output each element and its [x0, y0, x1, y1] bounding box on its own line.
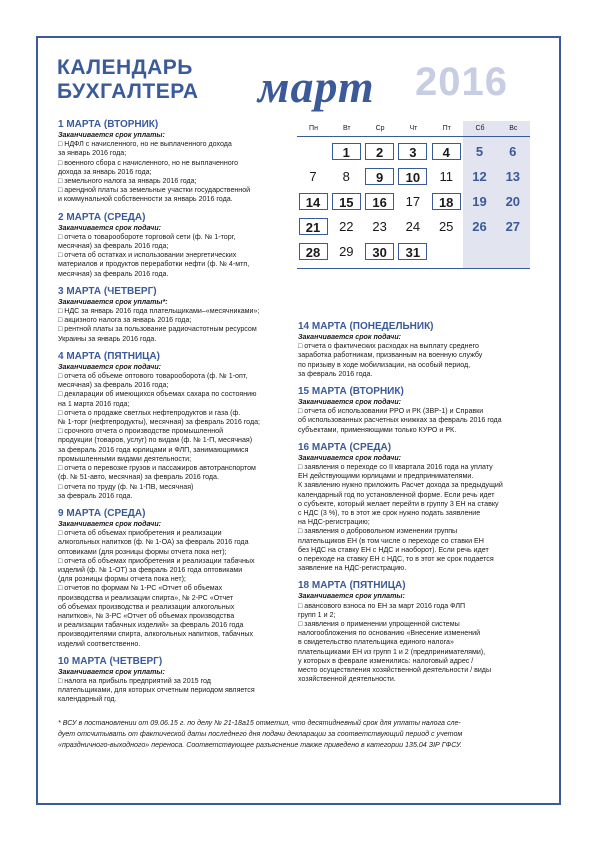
title-line-1: КАЛЕНДАРЬ [57, 56, 193, 79]
calendar-day: 19 [472, 194, 487, 209]
deadline-item-line: месячная) за февраль 2016 года; [58, 381, 169, 390]
deadline-section [298, 320, 530, 379]
calendar-day: 26 [472, 219, 487, 234]
deadline-item-line: □ налога на прибыль предприятий за 2015 год [58, 676, 211, 685]
calendar-day: 5 [475, 144, 484, 159]
deadline-item-line: о субъекте, который желает перейти в группу 3 ЕН на ставку [298, 499, 499, 508]
deadline-item-line: □ акцизного налога за январь 2016 года; [58, 316, 192, 325]
deadline-item-line: об объемах производства и реализации алкогольных [58, 602, 235, 611]
calendar-day-deadline: 16 [365, 193, 394, 210]
calendar-day: 11 [439, 169, 453, 184]
calendar-day: 6 [509, 144, 517, 159]
section-subtitle: Заканчивается срок уплаты: [58, 667, 165, 676]
calendar-day: 8 [342, 169, 350, 184]
footnote-line: «праздничного-выходного» переноса. Соответствующее разъяснение также приведено в категории 135.04 ЗІР ГФСУ. [58, 741, 462, 749]
calendar-day: 23 [372, 219, 387, 234]
deadline-item-line: □ отчета об объеме оптового товарооборота (ф. № 1-опт, [58, 372, 248, 381]
deadline-item-line: субъектами, применяющими только КУРО и РК. [298, 425, 457, 434]
calendar-day-deadline: 4 [432, 143, 461, 160]
calendar-day-deadline: 1 [332, 143, 361, 160]
left-column [58, 116, 286, 711]
deadline-item-line: изделий (ф. № 1-ОТ) за февраль 2016 года оптовиками [58, 565, 243, 574]
deadline-item-line: производства и реализации спирта», № 2-РС «Отчет [58, 593, 234, 602]
calendar-day-deadline: 31 [398, 243, 427, 260]
calendar-day: 20 [505, 194, 521, 209]
deadline-item-line: □ отчета об объемах приобретения и реализации [58, 529, 222, 538]
section-date-title: 3 МАРТА (ЧЕТВЕРГ) [58, 285, 157, 297]
calendar-day-deadline: 30 [365, 243, 394, 260]
deadline-item-line: календарный год по установленной форме. Если речь идет [298, 490, 495, 499]
deadline-item-line: продукции (товаров, услуг) по видам (ф. № 1-П, месячная) [58, 436, 253, 445]
deadline-item-line: место осуществления хозяйственной деятельности / виды [298, 666, 492, 675]
calendar-day-deadline: 10 [398, 168, 427, 185]
deadline-item-line: плательщиков ЕН (в том числе о переходе со ставки ЕН [298, 536, 484, 545]
deadline-item-line: по призыву в ходе мобилизации, на особый период, [298, 360, 471, 369]
deadline-item-line: □ отчетов по формам № 1-РС «Отчет об объемах [58, 584, 223, 593]
deadline-item-line: □ заявления о применении упрощенной системы [298, 620, 460, 629]
deadline-item-line: налогообложения по основанию «Внесение изменений [298, 629, 481, 638]
deadline-item-line: групп 1 и 2; [298, 610, 336, 619]
deadline-item-line: □ заявления о добровольном изменении группы [298, 527, 458, 536]
deadline-item-line: за февраль 2016 года юрлицами и ФЛП, занимающимися [58, 445, 249, 454]
deadline-item-line: напитков», № 3-РС «Отчет об объемах производства [58, 611, 235, 620]
section-date-title: 2 МАРТА (СРЕДА) [58, 211, 146, 223]
deadline-item-line: □ отчета об объемах приобретения и реализации табачных [58, 556, 255, 565]
deadline-item-line: материалов и продуктов переработки нефти (ф. № 4-мтп, [58, 260, 250, 269]
page-title [57, 56, 199, 104]
section-date-title: 1 МАРТА (ВТОРНИК) [58, 119, 159, 130]
deadline-item-line: алкогольных напитков (ф. № 1-ОА) за февраль 2016 года [58, 538, 249, 547]
weekday-header: Ср [375, 125, 385, 132]
section-subtitle: Заканчивается срок подачи: [58, 362, 162, 371]
section-date-title: 4 МАРТА (ПЯТНИЦА) [58, 350, 160, 362]
deadline-item-line: производителями спирта, алкогольных напитков, табачных [58, 630, 254, 639]
deadline-item-line: □ НДФЛ с начисленного, но не выплаченного дохода [58, 140, 232, 149]
deadline-section [58, 285, 286, 344]
calendar-day: 25 [438, 219, 454, 234]
section-subtitle: Заканчивается срок подачи: [298, 333, 402, 341]
deadline-item-line: о переходе на ставку ЕН с НДС, то в этот же срок подается [298, 555, 494, 564]
deadline-item-line: □ рентной платы за пользование радиочастотным ресурсом [58, 325, 257, 334]
deadline-item-line: в свидетельство плательщика единого налога» [298, 638, 454, 647]
deadline-item-line: промышленными видами деятельности; [58, 454, 192, 463]
deadline-item-line: ЕН действующими юрлицами и предпринимателями. [298, 472, 474, 481]
calendar-day: 13 [505, 169, 521, 184]
deadline-item-line: □ авансового взноса по ЕН за март 2016 года ФЛП [298, 601, 466, 610]
deadline-item-line: об использованных расчетных книжках за февраль 2016 года [298, 416, 502, 425]
calendar-day-deadline: 21 [299, 218, 328, 235]
calendar-day: 12 [472, 169, 487, 184]
calendar-day: 17 [405, 194, 421, 209]
deadline-item-line: заявление на НДС-регистрацию. [298, 564, 407, 573]
deadline-item-line: за февраль 2016 года. [298, 369, 373, 378]
month-name: март [258, 61, 375, 112]
deadline-section [58, 118, 286, 205]
calendar-day: 27 [505, 219, 521, 234]
deadline-item-line: □ заявления о переходе со II квартала 2016 года на уплату [298, 463, 493, 472]
deadline-item-line: за февраль 2016 года. [58, 491, 133, 500]
calendar-day: 22 [339, 219, 354, 234]
deadline-item-line: № 1-торг (нефтепродукты), месячная) за февраль 2016 года; [58, 418, 261, 427]
title-line-2: БУХГАЛТЕРА [57, 80, 199, 103]
section-date-title: 16 МАРТА (СРЕДА) [298, 441, 392, 453]
deadline-section [58, 211, 286, 279]
year: 2016 [415, 60, 508, 104]
footnote [58, 718, 528, 751]
calendar-header-line [297, 136, 530, 137]
section-date-title: 10 МАРТА (ЧЕТВЕРГ) [58, 655, 163, 667]
calendar-day-deadline: 9 [365, 168, 394, 185]
deadline-item-line: с НДС (3 %), то в этот же срок нужно подать заявление [298, 509, 481, 518]
deadline-item-line: месячная) за февраль 2016 года. [58, 269, 169, 278]
calendar-day: 29 [339, 244, 354, 259]
section-subtitle: Заканчивается срок уплаты: [298, 592, 405, 601]
deadline-section [298, 385, 530, 435]
deadline-item-line: □ земельного налога за январь 2016 года; [58, 177, 197, 186]
deadline-item-line: и реализации табачных изделий» за февраль 2016 года [58, 621, 244, 630]
footnote-line: * ВСУ в постановлении от 09.06.15 г. по делу № 21-18а15 отметил, что десятидневный срок для уплаты налога сле- [58, 719, 461, 727]
deadline-section [58, 350, 286, 501]
calendar-day: 24 [405, 219, 421, 234]
footnote-line: дует отсчитывать от фактической даты последнего дня подачи декларации за соответствующий период с учетом [58, 730, 463, 738]
deadline-item-line: за январь 2016 года; [58, 149, 127, 158]
deadline-item-line: □ отчета по труду (ф. № 1-ПВ, месячная) [58, 482, 194, 491]
weekday-header: Пн [309, 125, 318, 132]
deadline-item-line: □ военного сбора с начисленного, но не выплаченного [58, 158, 239, 167]
section-subtitle: Заканчивается срок подачи: [58, 223, 162, 232]
calendar-day-deadline: 15 [332, 193, 361, 210]
section-date-title: 15 МАРТА (ВТОРНИК) [298, 386, 404, 398]
deadline-item-line: месячная) за февраль 2016 года; [58, 242, 169, 251]
weekday-header: Чт [409, 125, 418, 132]
deadline-section [298, 579, 530, 684]
deadline-item-line: (ф. № 51-авто, месячная) за февраль 2016 года. [58, 473, 219, 482]
section-date-title: 18 МАРТА (ПЯТНИЦА) [298, 580, 406, 592]
calendar-grid [297, 121, 530, 269]
right-column [298, 318, 530, 691]
deadline-item-line: К заявлению нужно приложить Расчет дохода за предыдущий [298, 481, 503, 490]
deadline-item-line: Украины за январь 2016 года. [58, 334, 157, 343]
calendar-bottom-line [297, 268, 530, 269]
deadline-item-line: у которых в феврале изменились: налоговый адрес / [298, 656, 474, 665]
weekday-header: Сб [475, 125, 485, 132]
weekday-header: Вт [342, 125, 351, 132]
calendar-day-deadline: 2 [365, 143, 394, 160]
deadline-item-line: (для розницы формы отчета пока нет); [58, 575, 186, 584]
calendar-day-deadline: 28 [299, 243, 328, 260]
deadline-section [58, 655, 286, 705]
deadline-item-line: на НДС-регистрацию; [298, 518, 370, 527]
deadline-item-line: □ арендной платы за земельные участки государственной [58, 186, 251, 195]
weekday-header: Пт [442, 125, 451, 132]
deadline-item-line: календарный год. [58, 695, 117, 704]
deadline-item-line: □ отчета об остатках и использовании энергетических [58, 251, 237, 260]
deadline-item-line: □ декларации об имеющихся объемах сахара по состоянию [58, 390, 257, 399]
section-date-title: 14 МАРТА (ПОНЕДЕЛЬНИК) [298, 321, 434, 332]
calendar-day-deadline: 3 [398, 143, 427, 160]
deadline-item-line: □ отчета о продаже светлых нефтепродуктов и газа (ф. [58, 408, 241, 417]
deadline-item-line: изделий соответственно. [58, 639, 141, 648]
deadline-item-line: и коммунальной собственности за январь 2016 года. [58, 195, 233, 204]
deadline-item-line: на 1 марта 2016 года; [58, 399, 130, 408]
deadline-item-line: плательщиками ЕН из групп 1 и 2 (предпринимателями), [298, 647, 486, 656]
section-subtitle: Заканчивается срок подачи: [298, 453, 402, 462]
section-subtitle: Заканчивается срок уплаты: [58, 131, 165, 139]
deadline-item-line: дохода за январь 2016 года; [58, 167, 152, 176]
deadline-item-line: без НДС на ставку ЕН с НДС и наоборот). Если речь идет [298, 545, 489, 554]
deadline-section [298, 441, 530, 574]
section-subtitle: Заканчивается срок уплаты*: [58, 297, 168, 306]
deadline-section [58, 507, 286, 649]
deadline-item-line: □ отчета о перевозке грузов и пассажиров автотранспортом [58, 464, 256, 473]
deadline-item-line: заработка работникам, призванным на военную службу [298, 351, 483, 360]
calendar-day-deadline: 14 [299, 193, 328, 210]
deadline-item-line: □ срочного отчета о производстве промышленной [58, 427, 224, 436]
deadline-item-line: □ отчета об использовании РРО и РК (ЗВР-1) и Справки [298, 407, 484, 416]
section-date-title: 9 МАРТА (СРЕДА) [58, 507, 146, 519]
deadline-item-line: плательщиками, для которых отчетным периодом является [58, 686, 255, 695]
weekday-header: Вс [509, 125, 518, 132]
deadline-item-line: □ НДС за январь 2016 года плательщиками–«месячниками»; [58, 307, 260, 316]
section-subtitle: Заканчивается срок подачи: [298, 398, 402, 407]
deadline-item-line: □ отчета о товарообороте торговой сети (ф. № 1-торг, [58, 232, 236, 241]
calendar-day-deadline: 18 [432, 193, 461, 210]
calendar-day: 7 [309, 169, 317, 184]
section-subtitle: Заканчивается срок подачи: [58, 519, 162, 528]
deadline-item-line: хозяйственной деятельности. [298, 675, 396, 684]
deadline-item-line: □ отчета о фактических расходах на выплату среднего [298, 342, 479, 351]
deadline-item-line: оптовиками (для розницы формы отчета пока нет); [58, 547, 227, 556]
